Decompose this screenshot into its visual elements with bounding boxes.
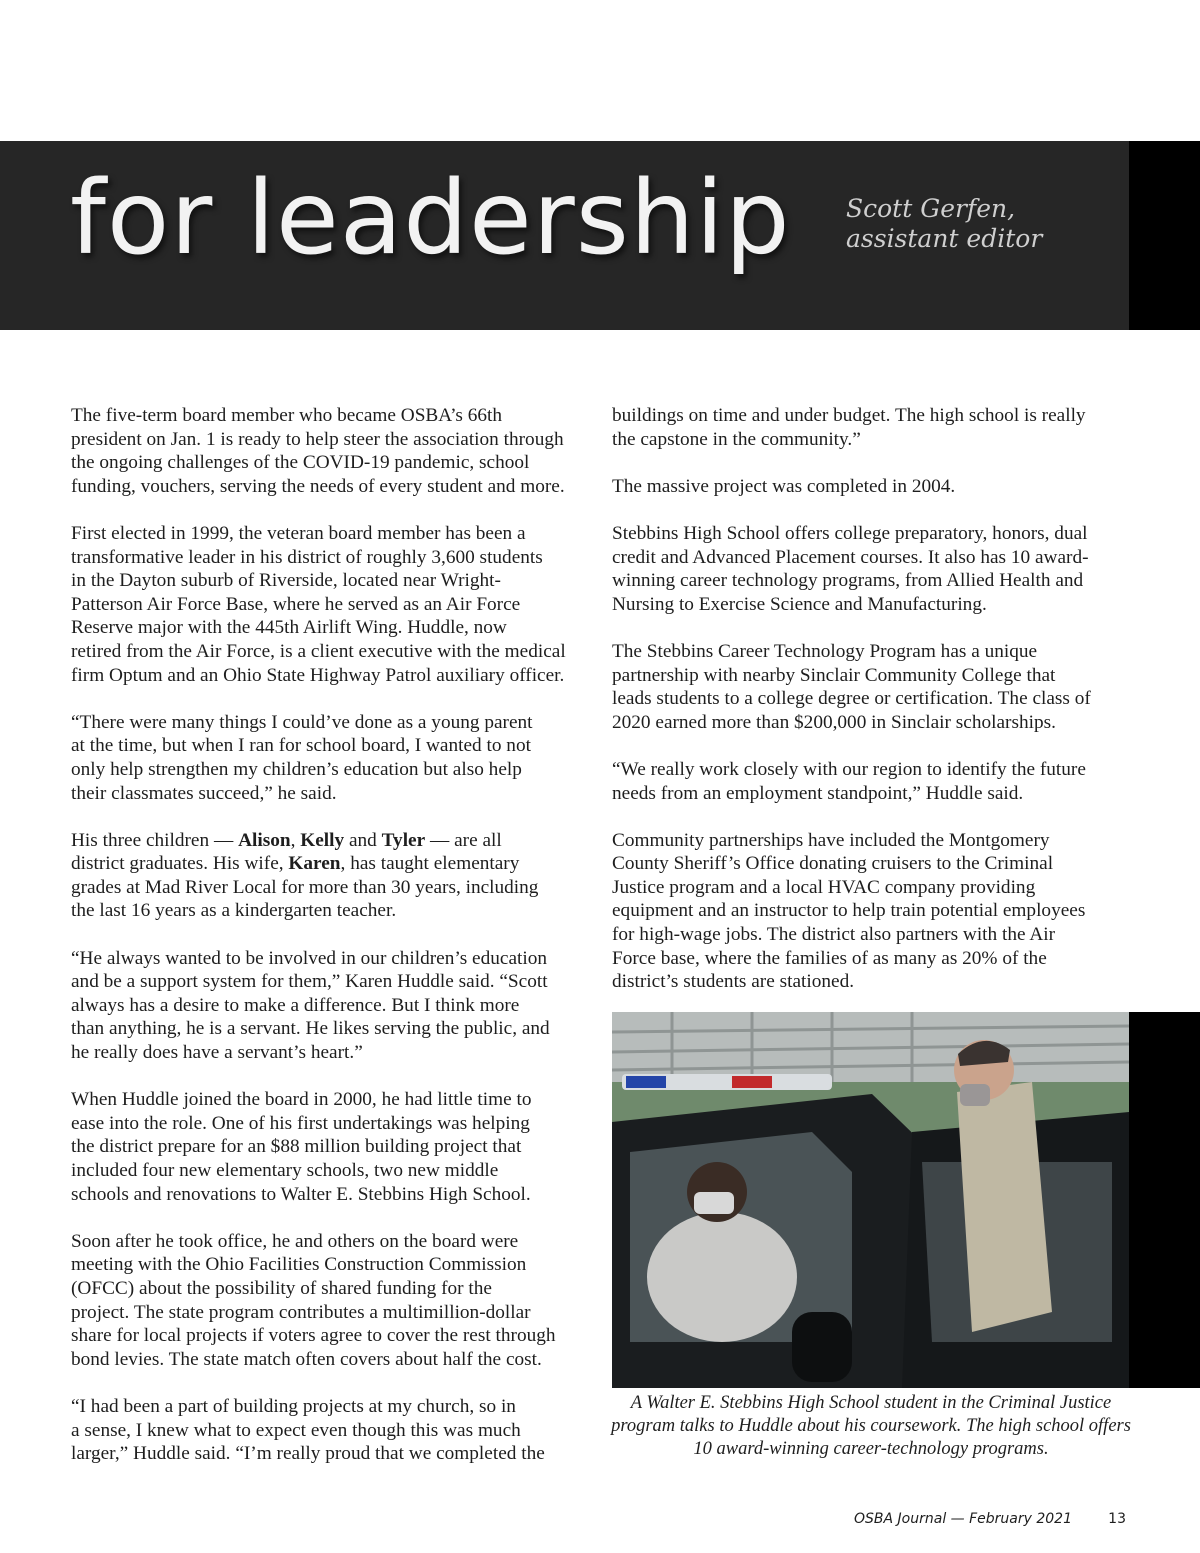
text-line: firm Optum and an Ohio State Highway Patrol auxiliary officer. bbox=[71, 664, 565, 686]
text-line: meeting with the Ohio Facilities Construction Commission bbox=[71, 1254, 527, 1276]
paragraph bbox=[71, 1230, 591, 1372]
text-fragment: , bbox=[290, 829, 301, 851]
student-mask bbox=[694, 1192, 734, 1214]
text-line: The Stebbins Career Technology Program has a unique bbox=[612, 640, 1038, 662]
text-line: needs from an employment standpoint,” Huddle said. bbox=[612, 782, 1024, 804]
page-footer bbox=[800, 1511, 1130, 1533]
text-fragment: His three children — bbox=[71, 829, 239, 851]
text-line: The massive project was completed in 2004. bbox=[612, 475, 956, 497]
text-line: the ongoing challenges of the COVID-19 pandemic, school bbox=[71, 452, 530, 474]
text-line: the capstone in the community.” bbox=[612, 428, 861, 450]
text-line: than anything, he is a servant. He likes serving the public, and bbox=[71, 1018, 550, 1040]
paragraph bbox=[71, 1088, 591, 1206]
text-fragment: , has taught elementary bbox=[340, 853, 520, 875]
text-line: County Sheriff’s Office donating cruisers to the Criminal bbox=[612, 853, 1054, 875]
banner-edge-block bbox=[1129, 141, 1200, 330]
red-light bbox=[732, 1076, 772, 1088]
side-mirror bbox=[792, 1312, 852, 1382]
text-line: for high-wage jobs. The district also partners with the Air bbox=[612, 924, 1056, 946]
text-line: only help strengthen my children’s education but also help bbox=[71, 758, 522, 780]
text-line: When Huddle joined the board in 2000, he had little time to bbox=[71, 1089, 532, 1111]
text-line: a sense, I knew what to expect even though this was much bbox=[71, 1419, 521, 1441]
text-line: transformative leader in his district of roughly 3,600 students bbox=[71, 546, 543, 568]
photo-edge-block bbox=[1129, 1012, 1200, 1388]
text-line: district’s students are stationed. bbox=[612, 971, 855, 993]
text-line: partnership with nearby Sinclair Community College that bbox=[612, 664, 1056, 686]
blue-light bbox=[626, 1076, 666, 1088]
journal-name: OSBA Journal — February 2021 bbox=[854, 1511, 1072, 1527]
text-line: winning career technology programs, from Allied Health and bbox=[612, 570, 1084, 592]
text-line: the last 16 years as a kindergarten teacher. bbox=[71, 900, 397, 922]
text-line: Patterson Air Force Base, where he served as an Air Force bbox=[71, 593, 521, 615]
man-mask bbox=[960, 1084, 990, 1106]
text-line: credit and Advanced Placement courses. It also has 10 award- bbox=[612, 546, 1089, 568]
text-line: president on Jan. 1 is ready to help steer the association through bbox=[71, 428, 564, 450]
text-line bbox=[71, 852, 591, 876]
text-line: retired from the Air Force, is a client executive with the medical bbox=[71, 640, 566, 662]
text-line bbox=[71, 829, 591, 853]
text-line: First elected in 1999, the veteran board member has been a bbox=[71, 522, 526, 544]
byline-role: assistant editor bbox=[846, 224, 1043, 253]
paragraph bbox=[612, 640, 1132, 734]
text-line: in the Dayton suburb of Riverside, located near Wright- bbox=[71, 570, 501, 592]
paragraph bbox=[612, 829, 1132, 994]
byline bbox=[846, 194, 1116, 254]
text-line: Soon after he took office, he and others on the board were bbox=[71, 1230, 519, 1252]
page-number: 13 bbox=[1108, 1511, 1126, 1527]
text-line: always has a desire to make a difference. But I think more bbox=[71, 994, 520, 1016]
headline: for leadership bbox=[70, 159, 791, 278]
text-line: the district prepare for an $88 million building project that bbox=[71, 1136, 522, 1158]
paragraph bbox=[612, 522, 1132, 616]
child-name-kelly: Kelly bbox=[300, 829, 345, 851]
text-line: Reserve major with the 445th Airlift Wing. Huddle, now bbox=[71, 617, 507, 639]
left-column bbox=[71, 404, 591, 1489]
text-line: included four new elementary schools, two new middle bbox=[71, 1160, 499, 1181]
text-line: “There were many things I could’ve done as a young parent bbox=[71, 711, 533, 733]
text-fragment: district graduates. His wife, bbox=[71, 853, 289, 875]
paragraph bbox=[612, 758, 1132, 805]
text-line: leads students to a college degree or certification. The class of bbox=[612, 688, 1091, 710]
text-line: their classmates succeed,” he said. bbox=[71, 782, 337, 804]
text-fragment: — are all bbox=[425, 829, 502, 851]
text-line: larger,” Huddle said. “I’m really proud that we completed the bbox=[71, 1443, 545, 1465]
text-line: at the time, but when I ran for school board, I wanted to not bbox=[71, 735, 531, 757]
caption-line: A Walter E. Stebbins High School student in the Criminal Justice bbox=[630, 1393, 1112, 1413]
text-line: Force base, where the families of as many as 20% of the bbox=[612, 947, 1047, 969]
student-sweatshirt bbox=[647, 1212, 797, 1342]
paragraph bbox=[71, 1395, 591, 1466]
text-line: schools and renovations to Walter E. Stebbins High School. bbox=[71, 1183, 531, 1205]
text-line: funding, vouchers, serving the needs of every student and more. bbox=[71, 475, 565, 497]
text-line: The five-term board member who became OSBA’s 66th bbox=[71, 405, 503, 426]
paragraph bbox=[71, 829, 591, 923]
text-line: buildings on time and under budget. The high school is really bbox=[612, 405, 1086, 426]
text-line: “He always wanted to be involved in our children’s education bbox=[71, 947, 547, 969]
byline-name: Scott Gerfen, bbox=[846, 194, 1016, 223]
article-photo bbox=[612, 1012, 1129, 1388]
text-line: grades at Mad River Local for more than 30 years, including bbox=[71, 876, 539, 898]
text-line: 2020 earned more than $200,000 in Sinclair scholarships. bbox=[612, 711, 1056, 733]
text-line: “I had been a part of building projects at my church, so in bbox=[71, 1395, 516, 1417]
caption-line: program talks to Huddle about his coursework. The high school offers bbox=[611, 1416, 1131, 1436]
text-line: (OFCC) about the possibility of shared funding for the bbox=[71, 1277, 492, 1299]
caption-line: 10 award-winning career-technology programs. bbox=[693, 1439, 1049, 1459]
text-line: Stebbins High School offers college preparatory, honors, dual bbox=[612, 522, 1088, 544]
text-line: and be a support system for them,” Karen Huddle said. “Scott bbox=[71, 971, 548, 993]
child-name-tyler: Tyler bbox=[381, 829, 426, 851]
text-line: project. The state program contributes a multimillion-dollar bbox=[71, 1301, 531, 1323]
text-line: equipment and an instructor to help train potential employees bbox=[612, 900, 1086, 922]
child-name-alison: Alison bbox=[238, 829, 291, 851]
right-column bbox=[612, 404, 1132, 1017]
text-line: he really does have a servant’s heart.” bbox=[71, 1042, 363, 1064]
paragraph bbox=[71, 711, 591, 805]
photo-illustration bbox=[612, 1012, 1129, 1388]
paragraph bbox=[71, 947, 591, 1065]
text-line: Nursing to Exercise Science and Manufacturing. bbox=[612, 593, 987, 615]
text-line: bond levies. The state match often covers about half the cost. bbox=[71, 1348, 542, 1370]
text-line: Justice program and a local HVAC company providing bbox=[612, 876, 1036, 898]
paragraph bbox=[71, 522, 591, 687]
text-fragment: and bbox=[344, 829, 382, 851]
paragraph bbox=[612, 404, 1132, 451]
paragraph bbox=[612, 475, 1132, 499]
text-line: “We really work closely with our region to identify the future bbox=[612, 758, 1086, 780]
text-line: Community partnerships have included the Montgomery bbox=[612, 829, 1050, 851]
text-line: share for local projects if voters agree to cover the rest through bbox=[71, 1325, 556, 1347]
paragraph bbox=[71, 404, 591, 498]
text-line: ease into the role. One of his first undertakings was helping bbox=[71, 1112, 530, 1134]
photo-caption bbox=[606, 1392, 1136, 1461]
wife-name-karen: Karen bbox=[288, 853, 341, 875]
